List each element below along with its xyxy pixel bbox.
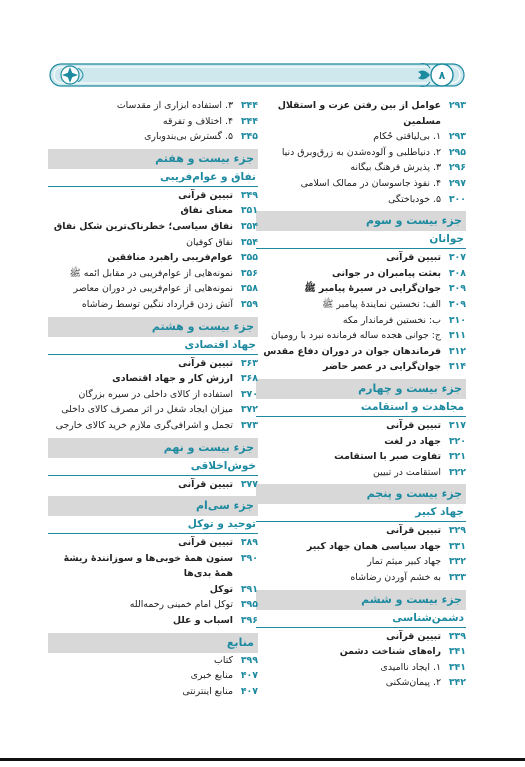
entry-title: جوان‌گرایی در عصر حاضر <box>323 361 441 373</box>
toc-entry[interactable] <box>256 98 466 129</box>
section-heading: توحید و توکل <box>48 516 258 534</box>
page-ref: ۳۷۳ <box>240 419 258 431</box>
page-ref: ۲۹۳ <box>448 131 466 143</box>
toc-entry[interactable] <box>48 98 258 114</box>
toc-entry[interactable] <box>256 418 466 434</box>
toc-entry[interactable] <box>256 523 466 539</box>
part-heading: جزء بیست و سوم <box>256 211 466 231</box>
toc-entry[interactable] <box>48 535 258 551</box>
toc-entry[interactable] <box>48 418 258 434</box>
entry-title: جهاد کبیر میثم تمار <box>367 556 441 568</box>
entry-title: منابع اینترنتی <box>182 685 233 697</box>
page-ref: ۳۲۱ <box>448 451 466 463</box>
toc-entry[interactable] <box>48 250 258 266</box>
entry-title: ۱. بی‌لیاقتی حُکام <box>373 131 441 143</box>
entry-title: تبیین قرآنی <box>178 357 233 369</box>
toc-entry[interactable] <box>256 313 466 329</box>
toc-entry[interactable] <box>48 551 258 582</box>
section-heading: نفاق و عوام‌فریبی <box>48 169 258 187</box>
toc-entry[interactable] <box>256 554 466 570</box>
toc-entry[interactable] <box>48 219 258 235</box>
page-ref: ۳۶۳ <box>240 357 258 369</box>
page-ref: ۳۰۸ <box>448 267 466 279</box>
page-ref: ۳۰۹ <box>448 283 466 295</box>
page-ref: ۳۹۰ <box>240 552 258 564</box>
part-heading: منابع <box>48 633 258 653</box>
page-ref: ۳۴۱ <box>448 646 466 658</box>
entry-title: ۲. پیمان‌شکنی <box>385 677 441 689</box>
page-ref: ۴۰۷ <box>240 670 258 682</box>
page-ref: ۲۹۶ <box>448 162 466 174</box>
page-ref: ۳۷۲ <box>240 404 258 416</box>
toc-left-column <box>48 98 258 699</box>
entry-title: نفاق کوفیان <box>186 236 233 248</box>
entry-title: تبیین قرآنی <box>386 419 441 431</box>
entry-title: جوان‌گرایی در سیرهٔ پیامبر ﷺ <box>304 283 441 295</box>
entry-title: نمونه‌هایی از عوام‌فریبی در دوران معاصر <box>73 283 233 295</box>
entry-title: جهاد سیاسی همان جهاد کبیر <box>306 540 441 552</box>
page-ref: ۲۹۳ <box>448 100 466 111</box>
toc-entry[interactable] <box>256 359 466 375</box>
entry-title: تفاوت صبر با استقامت <box>334 451 441 463</box>
toc-entry[interactable] <box>256 344 466 360</box>
page-number: ۸ <box>438 69 446 82</box>
section-heading: خوش‌اخلاقی <box>48 458 258 476</box>
page-ref: ۳۲۲ <box>448 466 466 478</box>
page-ref: ۳۱۱ <box>448 330 466 342</box>
page-ref: ۳۴۹ <box>240 189 258 201</box>
page-ref: ۳۳۲ <box>448 556 466 568</box>
entry-title: ج: جوانی هجده ساله فرمانده نبرد با رومیان <box>270 330 441 342</box>
toc-entry[interactable] <box>256 281 466 297</box>
page-ref: ۳۹۱ <box>240 583 258 595</box>
entry-title: نمونه‌هایی از عوام‌فریبی در مقابل ائمه ﷺ <box>69 267 233 279</box>
page-ref: ۳۵۴ <box>240 236 258 248</box>
entry-title: ۵. گسترش بی‌بندوباری <box>144 131 233 143</box>
toc-entry[interactable] <box>48 653 258 669</box>
page-ref: ۳۴۲ <box>448 677 466 689</box>
toc-entry[interactable] <box>256 629 466 645</box>
entry-title: جهاد در لغت <box>384 435 441 447</box>
entry-title: راه‌های شناخت دشمن <box>339 646 441 658</box>
page-ref: ۳۹۶ <box>240 615 258 627</box>
toc-entry[interactable] <box>256 328 466 344</box>
toc-entry[interactable] <box>256 176 466 192</box>
entry-title: تبیین قرآنی <box>386 252 441 264</box>
entry-title: ۲. دنیاطلبی و آلوده‌شدن به زرق‌وبرق دنیا <box>281 146 441 158</box>
page-ref: ۳۳۳ <box>448 572 466 584</box>
toc-entry[interactable] <box>256 434 466 450</box>
toc-entry[interactable] <box>48 387 258 403</box>
page-ref: ۳۹۵ <box>240 599 258 611</box>
header-banner <box>48 58 466 92</box>
page-ref: ۲۹۷ <box>448 177 466 189</box>
toc-entry[interactable] <box>256 129 466 145</box>
page-ref: ۳۹۹ <box>240 654 258 666</box>
entry-title: استقامت در تبیین <box>372 466 441 478</box>
toc-entry[interactable] <box>48 129 258 145</box>
toc-entry[interactable] <box>256 145 466 161</box>
section-heading: مجاهدت و استقامت <box>256 399 466 417</box>
entry-title: تبیین قرآنی <box>178 478 233 490</box>
toc-entry[interactable] <box>48 684 258 700</box>
page-ref: ۳۵۶ <box>240 267 258 279</box>
toc-entry[interactable] <box>48 668 258 684</box>
entry-title: ۳. استفاده ابزاری از مقدسات <box>116 100 233 111</box>
page-ref: ۳۲۹ <box>448 525 466 537</box>
toc-entry[interactable] <box>48 613 258 629</box>
page-ref: ۳۶۸ <box>240 373 258 385</box>
toc-entry[interactable] <box>256 250 466 266</box>
entry-title: توکل <box>209 583 233 595</box>
page-ref: ۳۵۵ <box>240 252 258 264</box>
section-heading: جوانان <box>256 231 466 249</box>
page-ref: ۴۰۷ <box>240 685 258 697</box>
page-ref: ۳۱۴ <box>448 361 466 373</box>
toc-entry[interactable] <box>48 235 258 251</box>
page-ref: ۲۹۵ <box>448 146 466 158</box>
entry-title: به خشم آوردن رضاشاه <box>350 572 441 584</box>
toc-entry[interactable] <box>256 465 466 481</box>
entry-title: استفاده از کالای داخلی در سیره بزرگان <box>78 388 233 400</box>
toc-entry[interactable] <box>48 582 258 598</box>
page-ref: ۳۵۸ <box>240 283 258 295</box>
toc-entry[interactable] <box>48 597 258 613</box>
page-ref: ۳۴۴ <box>240 100 258 111</box>
entry-title: تجمل و اشرافی‌گری ملازم خرید کالای خارجی <box>55 419 233 431</box>
entry-title: تبیین قرآنی <box>178 189 233 201</box>
entry-title: نفاق سیاسی؛ خطرناک‌ترین شکل نفاق <box>53 220 233 232</box>
page-ref: ۳۳۹ <box>448 630 466 642</box>
page-ref: ۳۱۰ <box>448 314 466 326</box>
toc-entry[interactable] <box>256 192 466 208</box>
toc-entry[interactable] <box>256 644 466 660</box>
entry-title: الف: نخستین نمایندهٔ پیامبر ﷺ <box>322 298 441 310</box>
part-heading: جزء بیست و هفتم <box>48 149 258 169</box>
entry-title: تبیین قرآنی <box>386 525 441 537</box>
toc-entry[interactable] <box>256 266 466 282</box>
toc-right-column <box>256 98 466 691</box>
entry-title: آتش زدن قرارداد ننگین توسط رضاشاه <box>81 298 233 310</box>
entry-title: ۴. نفوذ جاسوسان در ممالک اسلامی <box>300 177 441 189</box>
entry-title: تبیین قرآنی <box>178 537 233 549</box>
page-ref: ۳۵۱ <box>240 205 258 217</box>
entry-title: ارزش کار و جهاد اقتصادی <box>112 373 233 385</box>
page-ref: ۳۳۱ <box>448 540 466 552</box>
page-ref: ۳۷۰ <box>240 388 258 400</box>
page-ref: ۳۵۹ <box>240 298 258 310</box>
toc-entry[interactable] <box>48 297 258 313</box>
toc-entry[interactable] <box>256 570 466 586</box>
page-ref: ۳۷۷ <box>240 478 258 490</box>
toc-entry[interactable] <box>48 402 258 418</box>
entry-title: فرماندهان جوان در دوران دفاع مقدس <box>263 345 441 357</box>
page-ref: ۳۰۰ <box>448 193 466 205</box>
toc-entry[interactable] <box>48 114 258 130</box>
part-heading: جزء بیست و چهارم <box>256 379 466 399</box>
toc-entry[interactable] <box>48 371 258 387</box>
part-heading: جزء بیست و نهم <box>48 438 258 458</box>
toc-entry[interactable] <box>256 297 466 313</box>
entry-title: تبیین قرآنی <box>386 630 441 642</box>
entry-title: اسباب و علل <box>172 615 233 627</box>
toc-entry[interactable] <box>256 660 466 676</box>
toc-entry[interactable] <box>48 266 258 282</box>
entry-title: ۴. اختلاف و تفرقه <box>162 115 233 127</box>
entry-title: کتاب <box>214 654 233 666</box>
part-heading: جزء سی‌ام <box>48 496 258 516</box>
entry-title: ۳. پذیرش فرهنگ بیگانه <box>350 162 441 174</box>
toc-entry[interactable] <box>256 449 466 465</box>
toc-entry[interactable] <box>256 539 466 555</box>
section-heading: دشمن‌شناسی <box>256 610 466 628</box>
page-ref: ۳۵۴ <box>240 220 258 232</box>
toc-entry[interactable] <box>48 281 258 297</box>
entry-title: عوام‌فریبی راهبرد منافقین <box>107 252 233 264</box>
toc-entry[interactable] <box>48 356 258 372</box>
entry-title: منابع خبری <box>190 670 233 682</box>
entry-title: بعثت پیامبران در جوانی <box>332 267 441 279</box>
page-ref: ۳۸۹ <box>240 537 258 549</box>
page-ref: ۳۰۷ <box>448 252 466 264</box>
entry-title: ۵. خودباختگی <box>388 193 441 205</box>
entry-title: توکل امام خمینی رحمه‌الله <box>129 599 233 611</box>
toc-entry[interactable] <box>256 675 466 691</box>
part-heading: جزء بیست و ششم <box>256 590 466 610</box>
page-ref: ۳۰۹ <box>448 298 466 310</box>
page-ref: ۳۲۰ <box>448 435 466 447</box>
entry-title: ستون همهٔ خوبی‌ها و سوزانندهٔ ریشهٔ همهٔ بدی‌ها <box>63 552 233 580</box>
part-heading: جزء بیست و هشتم <box>48 317 258 337</box>
toc-entry[interactable] <box>256 160 466 176</box>
bottom-rule <box>0 758 525 761</box>
page-ref: ۳۴۵ <box>240 131 258 143</box>
section-heading: جهاد کبیر <box>256 504 466 522</box>
part-heading: جزء بیست و پنجم <box>256 484 466 504</box>
entry-title: ب: نخستین فرماندار مکه <box>342 314 441 326</box>
toc-entry[interactable] <box>48 477 258 493</box>
page-ref: ۳۱۲ <box>448 345 466 357</box>
toc-entry[interactable] <box>48 203 258 219</box>
toc-entry[interactable] <box>48 188 258 204</box>
page-ref: ۳۴۴ <box>240 115 258 127</box>
entry-title: عوامل از بین رفتن عزت و استقلال مسلمین <box>277 100 441 127</box>
entry-title: میزان ایجاد شغل در اثر مصرف کالای داخلی <box>61 404 233 416</box>
page-ref: ۳۴۱ <box>448 661 466 673</box>
entry-title: معنای نفاق <box>180 205 233 217</box>
section-heading: جهاد اقتصادی <box>48 337 258 355</box>
entry-title: ۱. ایجاد ناامیدی <box>380 661 441 673</box>
page-ref: ۳۱۷ <box>448 419 466 431</box>
